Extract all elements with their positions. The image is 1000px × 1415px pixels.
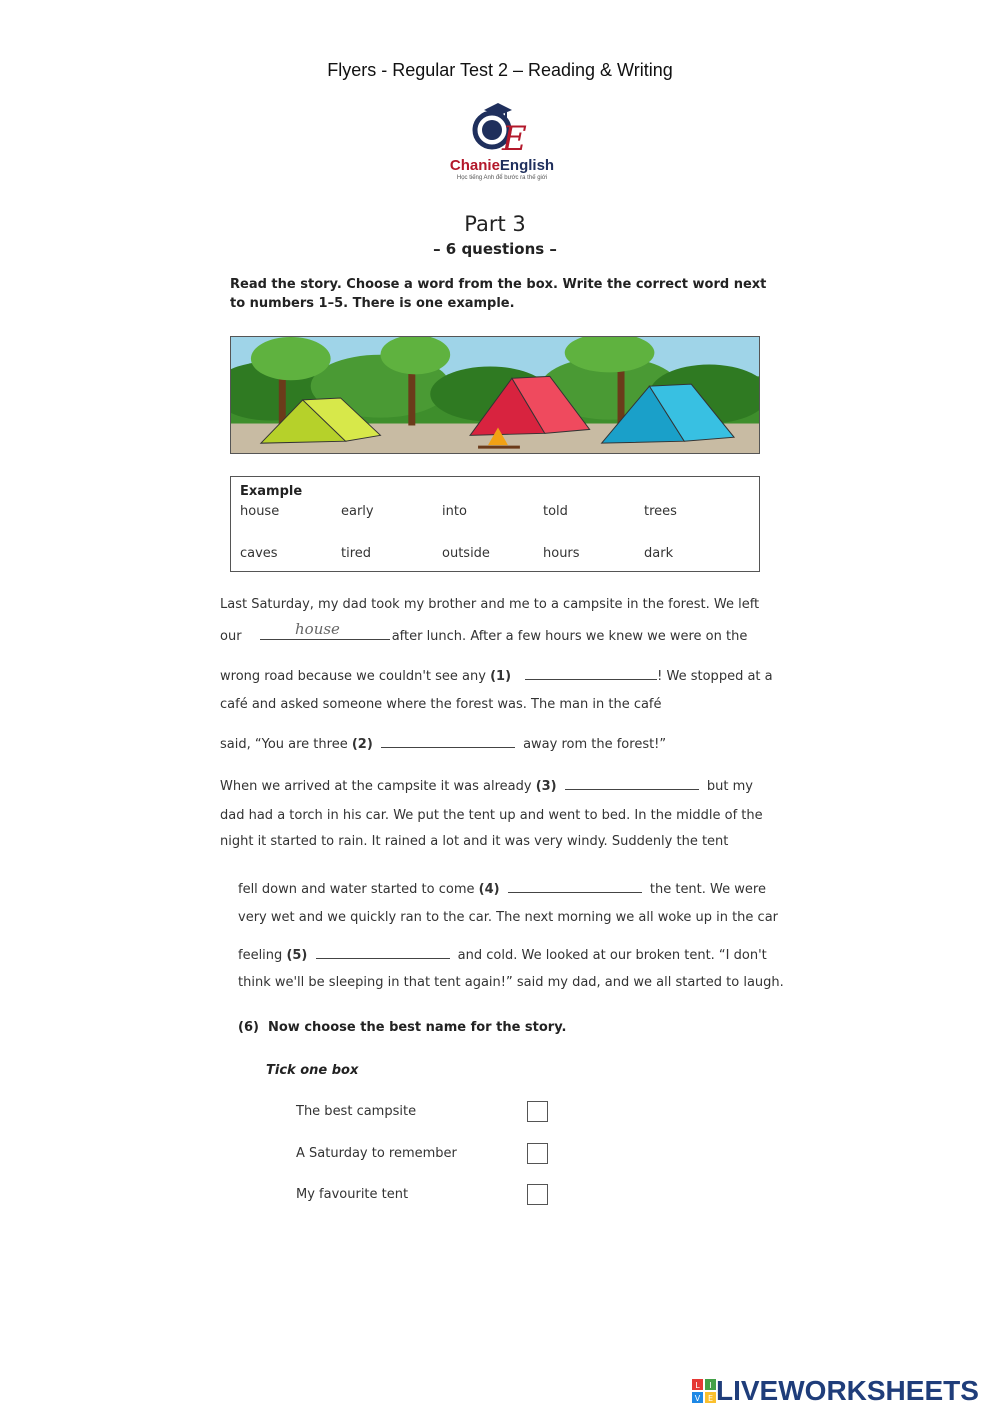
answer-blank-3[interactable] bbox=[565, 775, 699, 790]
story-line: When we arrived at the campsite it was already (3) but my bbox=[220, 775, 753, 794]
word-box-word: told bbox=[543, 504, 568, 519]
question-number-1: (1) bbox=[490, 669, 512, 684]
story-line: wrong road because we couldn't see any (1) ! We stopped at a bbox=[220, 665, 773, 684]
instructions-line-2: to numbers 1–5. There is one example. bbox=[230, 296, 515, 311]
answer-blank-1[interactable] bbox=[525, 665, 657, 680]
example-answer-handwriting: house bbox=[295, 620, 340, 638]
svg-text:E: E bbox=[502, 119, 527, 159]
svg-text:E: E bbox=[707, 1394, 714, 1403]
story-line: think we'll be sleeping in that tent again!” said my dad, and we all started to laugh. bbox=[238, 975, 784, 990]
word-box-word: tired bbox=[341, 546, 372, 561]
answer-blank-2[interactable] bbox=[381, 733, 515, 748]
campsite-illustration bbox=[230, 336, 760, 454]
word-box-word: house bbox=[240, 504, 280, 519]
word-box-word: caves bbox=[240, 546, 278, 561]
tick-one-box-label: Tick one box bbox=[266, 1063, 359, 1078]
svg-text:I: I bbox=[709, 1381, 712, 1390]
story-line: night it started to rain. It rained a lot and it was very windy. Suddenly the tent bbox=[220, 834, 729, 849]
story-line: Last Saturday, my dad took my brother and me to a campsite in the forest. We left bbox=[220, 597, 760, 612]
document-title: Flyers - Regular Test 2 – Reading & Writing bbox=[327, 60, 673, 80]
option-label: My favourite tent bbox=[296, 1187, 409, 1202]
logo-brand-text: ChanieEnglish bbox=[449, 157, 555, 174]
question-number-5: (5) bbox=[286, 948, 308, 963]
word-box-example-label: Example bbox=[240, 484, 303, 499]
part-subtitle: – 6 questions – bbox=[433, 240, 557, 258]
word-box-word: into bbox=[442, 504, 467, 519]
story-line: dad had a torch in his car. We put the tent up and went to bed. In the middle of the bbox=[220, 808, 763, 823]
word-box bbox=[230, 476, 760, 572]
word-box-word: trees bbox=[644, 504, 677, 519]
question-6-prompt: (6) Now choose the best name for the story. bbox=[238, 1020, 567, 1035]
option-checkbox[interactable] bbox=[527, 1184, 548, 1205]
logo-tagline: Học tiếng Anh để bước ra thế giới bbox=[456, 175, 548, 181]
story-line: fell down and water started to come (4) the tent. We were bbox=[238, 878, 766, 897]
question-number-2: (2) bbox=[351, 737, 373, 752]
question-number-3: (3) bbox=[535, 779, 557, 794]
story-line: very wet and we quickly ran to the car. The next morning we all woke up in the car bbox=[238, 910, 779, 925]
svg-text:L: L bbox=[695, 1381, 700, 1390]
answer-blank-5[interactable] bbox=[316, 944, 450, 959]
option-label: The best campsite bbox=[296, 1104, 417, 1119]
liveworksheets-badge-icon bbox=[692, 1379, 716, 1403]
svg-text:V: V bbox=[694, 1394, 701, 1403]
instructions-line-1: Read the story. Choose a word from the box. Write the correct word next bbox=[230, 277, 767, 292]
liveworksheets-logo bbox=[692, 1375, 979, 1407]
word-box-word: dark bbox=[644, 546, 674, 561]
word-box-word: outside bbox=[442, 546, 490, 561]
story-line: our after lunch. After a few hours we knew we were on the bbox=[220, 625, 747, 644]
story-line: said, “You are three (2) away rom the forest!” bbox=[220, 733, 666, 752]
word-box-word: early bbox=[341, 504, 374, 519]
liveworksheets-brand-text: LIVEWORKSHEETS bbox=[716, 1375, 979, 1406]
option-checkbox[interactable] bbox=[527, 1101, 548, 1122]
answer-blank-4[interactable] bbox=[508, 878, 642, 893]
story-line: feeling (5) and cold. We looked at our broken tent. “I don't bbox=[238, 944, 767, 963]
instructions bbox=[230, 275, 770, 313]
option-checkbox[interactable] bbox=[527, 1143, 548, 1164]
part-title: Part 3 bbox=[464, 212, 526, 236]
word-box-word: hours bbox=[543, 546, 580, 561]
story-line: café and asked someone where the forest was. The man in the café bbox=[220, 697, 662, 712]
question-number-4: (4) bbox=[478, 882, 500, 897]
option-label: A Saturday to remember bbox=[296, 1146, 457, 1161]
